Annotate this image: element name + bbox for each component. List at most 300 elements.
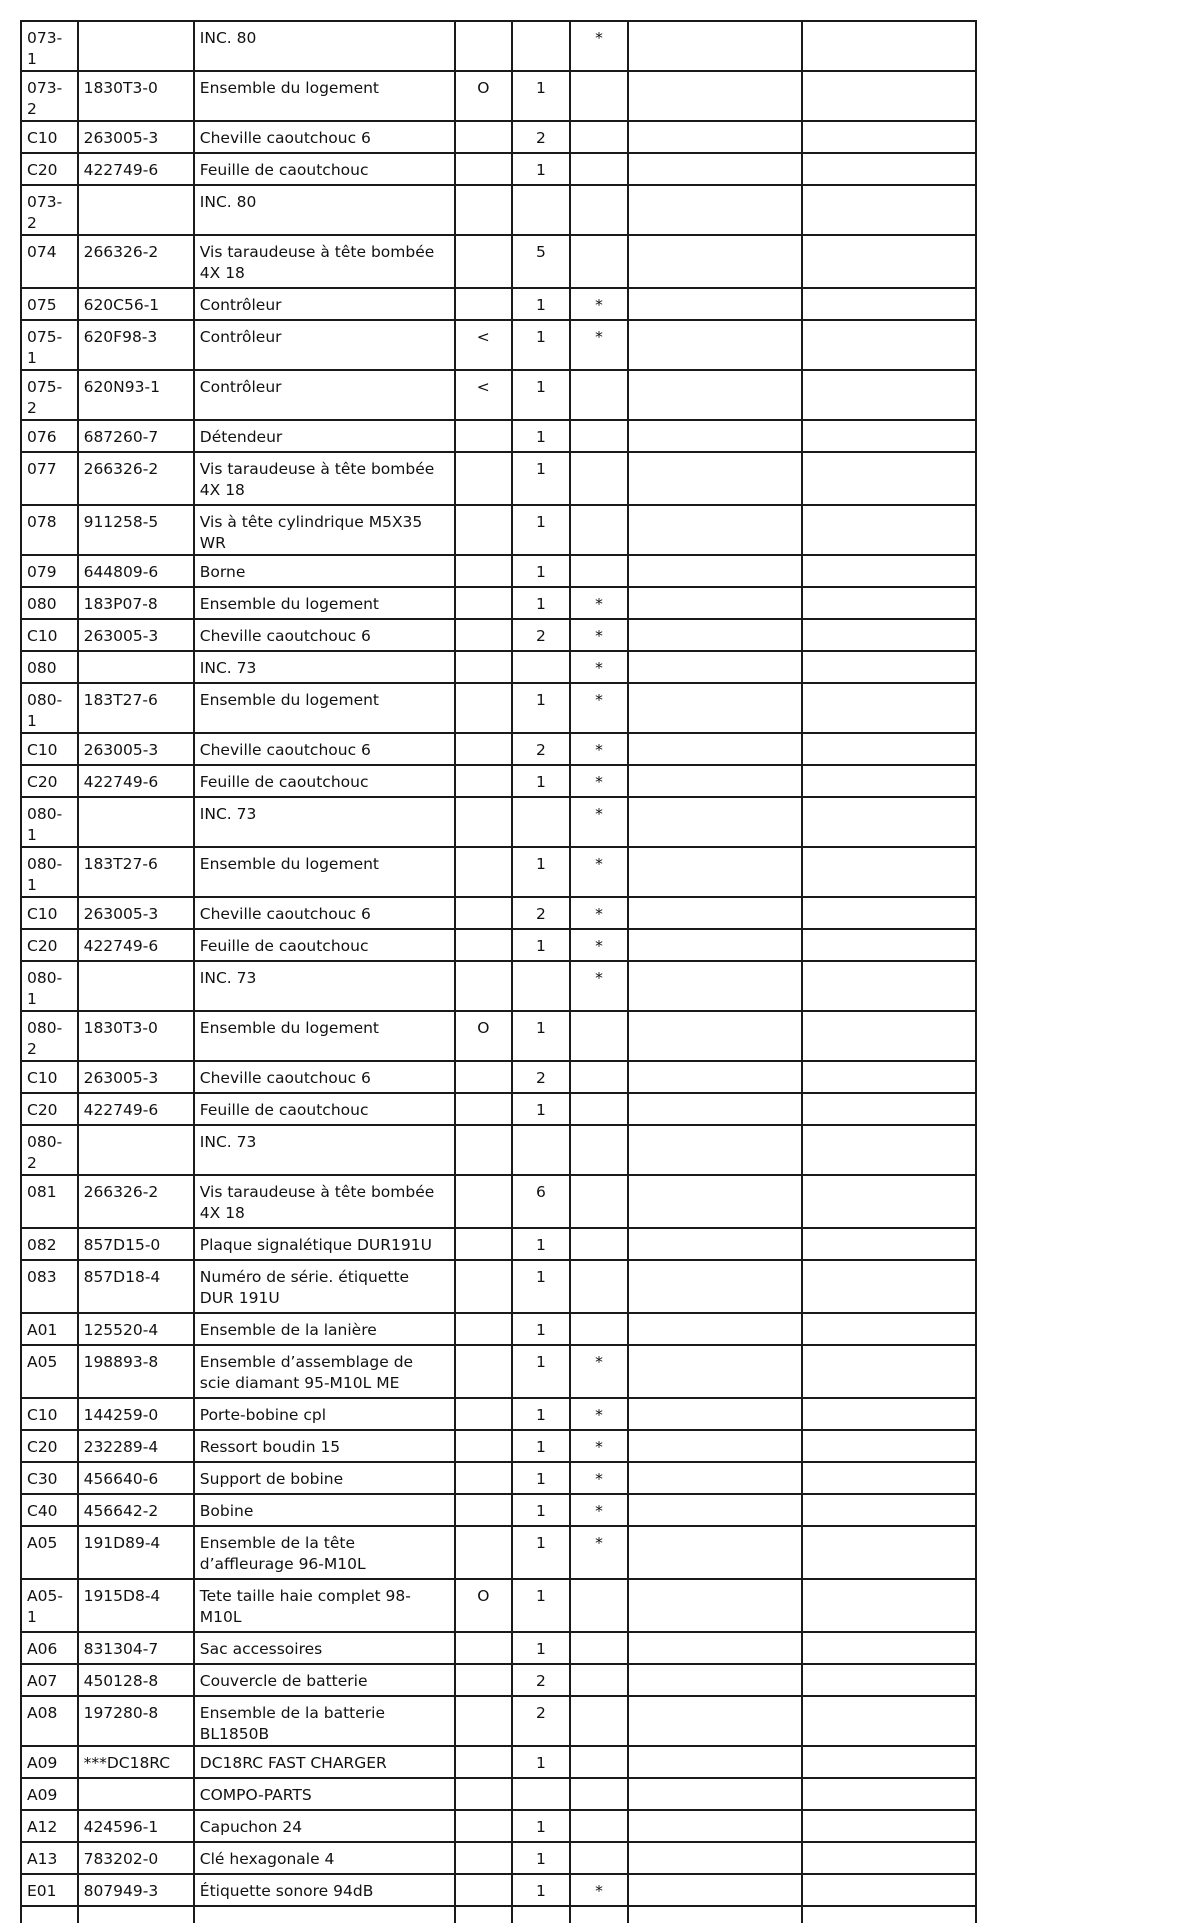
cell-item-no: C20 bbox=[21, 1430, 78, 1462]
cell-note-mark bbox=[570, 1093, 629, 1125]
cell-option-mark bbox=[455, 765, 513, 797]
cell-description: Sac accessoires bbox=[194, 1632, 455, 1664]
cell-option-mark bbox=[455, 1874, 513, 1906]
cell-extra-2 bbox=[802, 897, 976, 929]
cell-note-mark bbox=[570, 1632, 629, 1664]
cell-extra-2 bbox=[802, 1746, 976, 1778]
table-row bbox=[21, 420, 976, 452]
cell-description: Couvercle de batterie bbox=[194, 1664, 455, 1696]
cell-extra-2 bbox=[802, 683, 976, 733]
cell-option-mark bbox=[455, 1061, 513, 1093]
table-row bbox=[21, 1874, 976, 1906]
cell-item-no: A07 bbox=[21, 1664, 78, 1696]
cell-note-mark bbox=[570, 1260, 629, 1313]
cell-description: DC18RC FAST CHARGER bbox=[194, 1746, 455, 1778]
cell-extra-1 bbox=[628, 1061, 802, 1093]
cell-item-no: C10 bbox=[21, 733, 78, 765]
table-row bbox=[21, 683, 976, 733]
cell-part-no: 687260-7 bbox=[78, 420, 194, 452]
cell-part-no: 183T27-6 bbox=[78, 847, 194, 897]
cell-extra-1 bbox=[628, 452, 802, 505]
cell-note-mark: * bbox=[570, 587, 629, 619]
cell-quantity: 1 bbox=[512, 1011, 570, 1061]
table-row bbox=[21, 1260, 976, 1313]
table-row bbox=[21, 961, 976, 1011]
cell-item-no: A05 bbox=[21, 1526, 78, 1579]
cell-option-mark bbox=[455, 961, 513, 1011]
cell-extra-2 bbox=[802, 1345, 976, 1398]
cell-quantity: 1 bbox=[512, 1398, 570, 1430]
cell-description: Feuille de caoutchouc bbox=[194, 1093, 455, 1125]
cell-option-mark bbox=[455, 797, 513, 847]
cell-part-no: 263005-3 bbox=[78, 1061, 194, 1093]
cell-note-mark bbox=[570, 452, 629, 505]
cell-extra-1 bbox=[628, 1011, 802, 1061]
cell-quantity: 2 bbox=[512, 897, 570, 929]
cell-note-mark bbox=[570, 1228, 629, 1260]
table-row bbox=[21, 1842, 976, 1874]
cell-description: Vis taraudeuse à tête bombée 4X 18 bbox=[194, 452, 455, 505]
cell-description: Ensemble du logement bbox=[194, 1011, 455, 1061]
cell-note-mark bbox=[570, 1810, 629, 1842]
parts-list-sheet bbox=[20, 20, 977, 1923]
cell-description: INC. 73 bbox=[194, 1125, 455, 1175]
cell-quantity: 1 bbox=[512, 1526, 570, 1579]
cell-empty bbox=[802, 1906, 976, 1923]
cell-option-mark bbox=[455, 235, 513, 288]
cell-note-mark: * bbox=[570, 1345, 629, 1398]
cell-quantity: 1 bbox=[512, 452, 570, 505]
cell-quantity: 1 bbox=[512, 929, 570, 961]
cell-extra-1 bbox=[628, 1494, 802, 1526]
cell-extra-1 bbox=[628, 1345, 802, 1398]
cell-note-mark bbox=[570, 1696, 629, 1746]
cell-option-mark bbox=[455, 1462, 513, 1494]
cell-extra-1 bbox=[628, 288, 802, 320]
cell-item-no: 080-2 bbox=[21, 1011, 78, 1061]
cell-note-mark: * bbox=[570, 1526, 629, 1579]
cell-note-mark bbox=[570, 1664, 629, 1696]
cell-option-mark bbox=[455, 1093, 513, 1125]
cell-note-mark: * bbox=[570, 1874, 629, 1906]
parts-table bbox=[20, 20, 977, 1923]
table-row bbox=[21, 847, 976, 897]
cell-quantity: 1 bbox=[512, 1579, 570, 1632]
cell-item-no: 082 bbox=[21, 1228, 78, 1260]
cell-option-mark bbox=[455, 1345, 513, 1398]
cell-extra-1 bbox=[628, 1462, 802, 1494]
cell-note-mark: * bbox=[570, 619, 629, 651]
table-row bbox=[21, 288, 976, 320]
cell-extra-2 bbox=[802, 185, 976, 235]
cell-option-mark bbox=[455, 1125, 513, 1175]
cell-extra-1 bbox=[628, 21, 802, 71]
cell-note-mark: * bbox=[570, 961, 629, 1011]
cell-extra-1 bbox=[628, 1526, 802, 1579]
table-row bbox=[21, 1125, 976, 1175]
cell-item-no: 075-2 bbox=[21, 370, 78, 420]
cell-note-mark bbox=[570, 370, 629, 420]
cell-part-no: 456642-2 bbox=[78, 1494, 194, 1526]
cell-item-no: A12 bbox=[21, 1810, 78, 1842]
cell-note-mark bbox=[570, 185, 629, 235]
cell-note-mark: * bbox=[570, 651, 629, 683]
cell-quantity bbox=[512, 185, 570, 235]
cell-extra-2 bbox=[802, 420, 976, 452]
cell-note-mark: * bbox=[570, 320, 629, 370]
cell-part-no: 620F98-3 bbox=[78, 320, 194, 370]
cell-quantity: 1 bbox=[512, 1632, 570, 1664]
cell-note-mark bbox=[570, 1778, 629, 1810]
cell-item-no: A05 bbox=[21, 1345, 78, 1398]
cell-option-mark bbox=[455, 21, 513, 71]
cell-note-mark: * bbox=[570, 1494, 629, 1526]
cell-part-no: 183P07-8 bbox=[78, 587, 194, 619]
cell-item-no: A06 bbox=[21, 1632, 78, 1664]
table-row bbox=[21, 1061, 976, 1093]
cell-quantity bbox=[512, 797, 570, 847]
cell-extra-2 bbox=[802, 1093, 976, 1125]
cell-part-no: 857D15-0 bbox=[78, 1228, 194, 1260]
cell-description: Étiquette sonore 94dB bbox=[194, 1874, 455, 1906]
cell-extra-2 bbox=[802, 121, 976, 153]
cell-part-no: 422749-6 bbox=[78, 929, 194, 961]
cell-part-no: 783202-0 bbox=[78, 1842, 194, 1874]
table-row bbox=[21, 452, 976, 505]
cell-part-no: 1830T3-0 bbox=[78, 1011, 194, 1061]
cell-option-mark bbox=[455, 1632, 513, 1664]
cell-option-mark bbox=[455, 1696, 513, 1746]
cell-option-mark: O bbox=[455, 71, 513, 121]
cell-extra-1 bbox=[628, 1260, 802, 1313]
cell-part-no: 450128-8 bbox=[78, 1664, 194, 1696]
cell-extra-1 bbox=[628, 733, 802, 765]
cell-part-no: 620N93-1 bbox=[78, 370, 194, 420]
cell-extra-1 bbox=[628, 961, 802, 1011]
cell-option-mark bbox=[455, 153, 513, 185]
cell-extra-1 bbox=[628, 505, 802, 555]
cell-extra-2 bbox=[802, 1430, 976, 1462]
cell-description: Numéro de série. étiquette DUR 191U bbox=[194, 1260, 455, 1313]
cell-item-no: C40 bbox=[21, 1494, 78, 1526]
cell-part-no bbox=[78, 185, 194, 235]
cell-description: INC. 80 bbox=[194, 185, 455, 235]
cell-description: Contrôleur bbox=[194, 288, 455, 320]
cell-extra-2 bbox=[802, 153, 976, 185]
cell-item-no: 079 bbox=[21, 555, 78, 587]
cell-part-no bbox=[78, 1125, 194, 1175]
cell-extra-2 bbox=[802, 21, 976, 71]
cell-note-mark: * bbox=[570, 929, 629, 961]
cell-extra-2 bbox=[802, 555, 976, 587]
table-row bbox=[21, 1228, 976, 1260]
cell-part-no bbox=[78, 797, 194, 847]
cell-option-mark bbox=[455, 651, 513, 683]
cell-part-no bbox=[78, 961, 194, 1011]
cell-quantity: 1 bbox=[512, 1842, 570, 1874]
cell-extra-1 bbox=[628, 420, 802, 452]
cell-quantity: 2 bbox=[512, 1696, 570, 1746]
cell-item-no: A09 bbox=[21, 1746, 78, 1778]
cell-extra-2 bbox=[802, 288, 976, 320]
cell-quantity: 5 bbox=[512, 235, 570, 288]
cell-quantity: 1 bbox=[512, 847, 570, 897]
cell-extra-2 bbox=[802, 1398, 976, 1430]
cell-part-no: 263005-3 bbox=[78, 897, 194, 929]
cell-description: COMPO-PARTS bbox=[194, 1778, 455, 1810]
cell-extra-2 bbox=[802, 587, 976, 619]
cell-quantity: 2 bbox=[512, 121, 570, 153]
table-row bbox=[21, 765, 976, 797]
cell-description: Feuille de caoutchouc bbox=[194, 929, 455, 961]
cell-extra-2 bbox=[802, 929, 976, 961]
cell-extra-2 bbox=[802, 1260, 976, 1313]
cell-description: Ressort boudin 15 bbox=[194, 1430, 455, 1462]
table-row bbox=[21, 1398, 976, 1430]
cell-option-mark bbox=[455, 555, 513, 587]
cell-note-mark bbox=[570, 1061, 629, 1093]
table-row bbox=[21, 1526, 976, 1579]
cell-option-mark bbox=[455, 1260, 513, 1313]
cell-description: Feuille de caoutchouc bbox=[194, 153, 455, 185]
cell-quantity: 1 bbox=[512, 1746, 570, 1778]
cell-option-mark bbox=[455, 1746, 513, 1778]
cell-quantity: 1 bbox=[512, 1093, 570, 1125]
cell-item-no: A09 bbox=[21, 1778, 78, 1810]
cell-extra-2 bbox=[802, 505, 976, 555]
cell-item-no: 073-2 bbox=[21, 185, 78, 235]
cell-note-mark bbox=[570, 1579, 629, 1632]
cell-quantity: 6 bbox=[512, 1175, 570, 1228]
table-row bbox=[21, 121, 976, 153]
cell-extra-2 bbox=[802, 847, 976, 897]
cell-extra-2 bbox=[802, 1125, 976, 1175]
cell-option-mark bbox=[455, 733, 513, 765]
cell-part-no: 422749-6 bbox=[78, 765, 194, 797]
cell-extra-1 bbox=[628, 1398, 802, 1430]
cell-quantity: 1 bbox=[512, 1874, 570, 1906]
cell-item-no: C10 bbox=[21, 619, 78, 651]
cell-note-mark: * bbox=[570, 1398, 629, 1430]
cell-item-no: C10 bbox=[21, 1061, 78, 1093]
cell-note-mark bbox=[570, 121, 629, 153]
cell-part-no: 857D18-4 bbox=[78, 1260, 194, 1313]
cell-description: Capuchon 24 bbox=[194, 1810, 455, 1842]
cell-item-no: C20 bbox=[21, 765, 78, 797]
cell-extra-1 bbox=[628, 320, 802, 370]
cell-quantity bbox=[512, 1778, 570, 1810]
cell-option-mark: < bbox=[455, 370, 513, 420]
cell-extra-1 bbox=[628, 1093, 802, 1125]
cell-quantity: 1 bbox=[512, 1313, 570, 1345]
cell-description: Cheville caoutchouc 6 bbox=[194, 897, 455, 929]
cell-extra-2 bbox=[802, 797, 976, 847]
cell-description: Ensemble du logement bbox=[194, 847, 455, 897]
cell-extra-1 bbox=[628, 765, 802, 797]
cell-description: Bobine bbox=[194, 1494, 455, 1526]
cell-extra-1 bbox=[628, 1696, 802, 1746]
cell-part-no: ***DC18RC bbox=[78, 1746, 194, 1778]
cell-option-mark bbox=[455, 1664, 513, 1696]
cell-option-mark bbox=[455, 505, 513, 555]
table-row bbox=[21, 555, 976, 587]
cell-option-mark bbox=[455, 1228, 513, 1260]
cell-part-no: 424596-1 bbox=[78, 1810, 194, 1842]
cell-item-no: E01 bbox=[21, 1874, 78, 1906]
cell-extra-1 bbox=[628, 370, 802, 420]
cell-description: Cheville caoutchouc 6 bbox=[194, 733, 455, 765]
cell-extra-1 bbox=[628, 1746, 802, 1778]
cell-part-no: 144259-0 bbox=[78, 1398, 194, 1430]
cell-note-mark bbox=[570, 505, 629, 555]
table-row bbox=[21, 797, 976, 847]
cell-item-no: 080-1 bbox=[21, 797, 78, 847]
cell-item-no: C20 bbox=[21, 929, 78, 961]
cell-description: Ensemble de la tête d’affleurage 96-M10L bbox=[194, 1526, 455, 1579]
cell-extra-1 bbox=[628, 1842, 802, 1874]
cell-item-no: 073-2 bbox=[21, 71, 78, 121]
cell-extra-2 bbox=[802, 1175, 976, 1228]
table-row bbox=[21, 1175, 976, 1228]
cell-extra-2 bbox=[802, 71, 976, 121]
cell-description: Ensemble du logement bbox=[194, 587, 455, 619]
cell-part-no: 1915D8-4 bbox=[78, 1579, 194, 1632]
cell-item-no: 078 bbox=[21, 505, 78, 555]
cell-item-no: C10 bbox=[21, 1398, 78, 1430]
table-row bbox=[21, 929, 976, 961]
cell-extra-1 bbox=[628, 1778, 802, 1810]
table-row bbox=[21, 651, 976, 683]
cell-quantity: 1 bbox=[512, 1228, 570, 1260]
cell-part-no: 422749-6 bbox=[78, 153, 194, 185]
cell-option-mark: O bbox=[455, 1579, 513, 1632]
table-row bbox=[21, 185, 976, 235]
cell-item-no: A01 bbox=[21, 1313, 78, 1345]
cell-quantity: 1 bbox=[512, 1494, 570, 1526]
table-row bbox=[21, 619, 976, 651]
cell-quantity bbox=[512, 651, 570, 683]
cell-note-mark bbox=[570, 420, 629, 452]
table-row bbox=[21, 733, 976, 765]
cell-note-mark: * bbox=[570, 1462, 629, 1494]
cell-quantity bbox=[512, 1125, 570, 1175]
cell-empty bbox=[194, 1906, 455, 1923]
cell-extra-2 bbox=[802, 1842, 976, 1874]
cell-extra-1 bbox=[628, 929, 802, 961]
cell-part-no: 911258-5 bbox=[78, 505, 194, 555]
cell-extra-2 bbox=[802, 961, 976, 1011]
cell-quantity: 2 bbox=[512, 619, 570, 651]
cell-option-mark bbox=[455, 1526, 513, 1579]
cell-note-mark: * bbox=[570, 288, 629, 320]
cell-extra-1 bbox=[628, 71, 802, 121]
cell-note-mark bbox=[570, 1125, 629, 1175]
cell-option-mark bbox=[455, 1175, 513, 1228]
cell-extra-2 bbox=[802, 619, 976, 651]
cell-quantity: 1 bbox=[512, 153, 570, 185]
cell-description: Vis à tête cylindrique M5X35 WR bbox=[194, 505, 455, 555]
cell-option-mark: < bbox=[455, 320, 513, 370]
cell-extra-1 bbox=[628, 1125, 802, 1175]
cell-description: Contrôleur bbox=[194, 370, 455, 420]
cell-extra-2 bbox=[802, 1874, 976, 1906]
cell-item-no: 076 bbox=[21, 420, 78, 452]
cell-description: INC. 73 bbox=[194, 651, 455, 683]
cell-note-mark bbox=[570, 1313, 629, 1345]
cell-quantity: 1 bbox=[512, 1430, 570, 1462]
cell-description: INC. 73 bbox=[194, 961, 455, 1011]
cell-note-mark bbox=[570, 1746, 629, 1778]
cell-part-no: 263005-3 bbox=[78, 121, 194, 153]
cell-extra-2 bbox=[802, 1810, 976, 1842]
cell-description: Ensemble de la batterie BL1850B bbox=[194, 1696, 455, 1746]
table-row bbox=[21, 320, 976, 370]
cell-description: Support de bobine bbox=[194, 1462, 455, 1494]
table-row bbox=[21, 1696, 976, 1746]
cell-extra-1 bbox=[628, 1874, 802, 1906]
cell-quantity: 1 bbox=[512, 555, 570, 587]
cell-extra-1 bbox=[628, 587, 802, 619]
cell-note-mark bbox=[570, 1011, 629, 1061]
cell-item-no: 083 bbox=[21, 1260, 78, 1313]
cell-quantity: 1 bbox=[512, 1345, 570, 1398]
cell-part-no: 183T27-6 bbox=[78, 683, 194, 733]
cell-option-mark bbox=[455, 452, 513, 505]
cell-note-mark bbox=[570, 555, 629, 587]
cell-note-mark bbox=[570, 1842, 629, 1874]
cell-extra-2 bbox=[802, 1664, 976, 1696]
cell-item-no: 075 bbox=[21, 288, 78, 320]
cell-description: Ensemble d’assemblage de scie diamant 95-M10L ME bbox=[194, 1345, 455, 1398]
cell-item-no: C30 bbox=[21, 1462, 78, 1494]
cell-note-mark: * bbox=[570, 21, 629, 71]
cell-empty bbox=[628, 1906, 802, 1923]
table-row bbox=[21, 1093, 976, 1125]
cell-extra-2 bbox=[802, 1228, 976, 1260]
table-row bbox=[21, 1345, 976, 1398]
cell-note-mark: * bbox=[570, 733, 629, 765]
cell-note-mark bbox=[570, 1175, 629, 1228]
cell-extra-2 bbox=[802, 1579, 976, 1632]
cell-part-no: 266326-2 bbox=[78, 1175, 194, 1228]
cell-part-no: 266326-2 bbox=[78, 235, 194, 288]
cell-part-no: 456640-6 bbox=[78, 1462, 194, 1494]
table-row bbox=[21, 1462, 976, 1494]
cell-option-mark bbox=[455, 587, 513, 619]
cell-option-mark bbox=[455, 1778, 513, 1810]
cell-option-mark bbox=[455, 185, 513, 235]
cell-option-mark bbox=[455, 897, 513, 929]
cell-part-no bbox=[78, 21, 194, 71]
table-row bbox=[21, 1810, 976, 1842]
cell-description: Cheville caoutchouc 6 bbox=[194, 121, 455, 153]
cell-extra-1 bbox=[628, 235, 802, 288]
cell-quantity: 1 bbox=[512, 587, 570, 619]
parts-table-body bbox=[21, 21, 976, 1923]
cell-extra-1 bbox=[628, 1579, 802, 1632]
table-row bbox=[21, 370, 976, 420]
cell-extra-2 bbox=[802, 1526, 976, 1579]
cell-quantity: 1 bbox=[512, 420, 570, 452]
cell-quantity: 1 bbox=[512, 1462, 570, 1494]
cell-option-mark bbox=[455, 847, 513, 897]
cell-description: Contrôleur bbox=[194, 320, 455, 370]
table-row bbox=[21, 71, 976, 121]
cell-extra-2 bbox=[802, 1011, 976, 1061]
cell-extra-1 bbox=[628, 1664, 802, 1696]
cell-description: Détendeur bbox=[194, 420, 455, 452]
cell-item-no: 080 bbox=[21, 587, 78, 619]
